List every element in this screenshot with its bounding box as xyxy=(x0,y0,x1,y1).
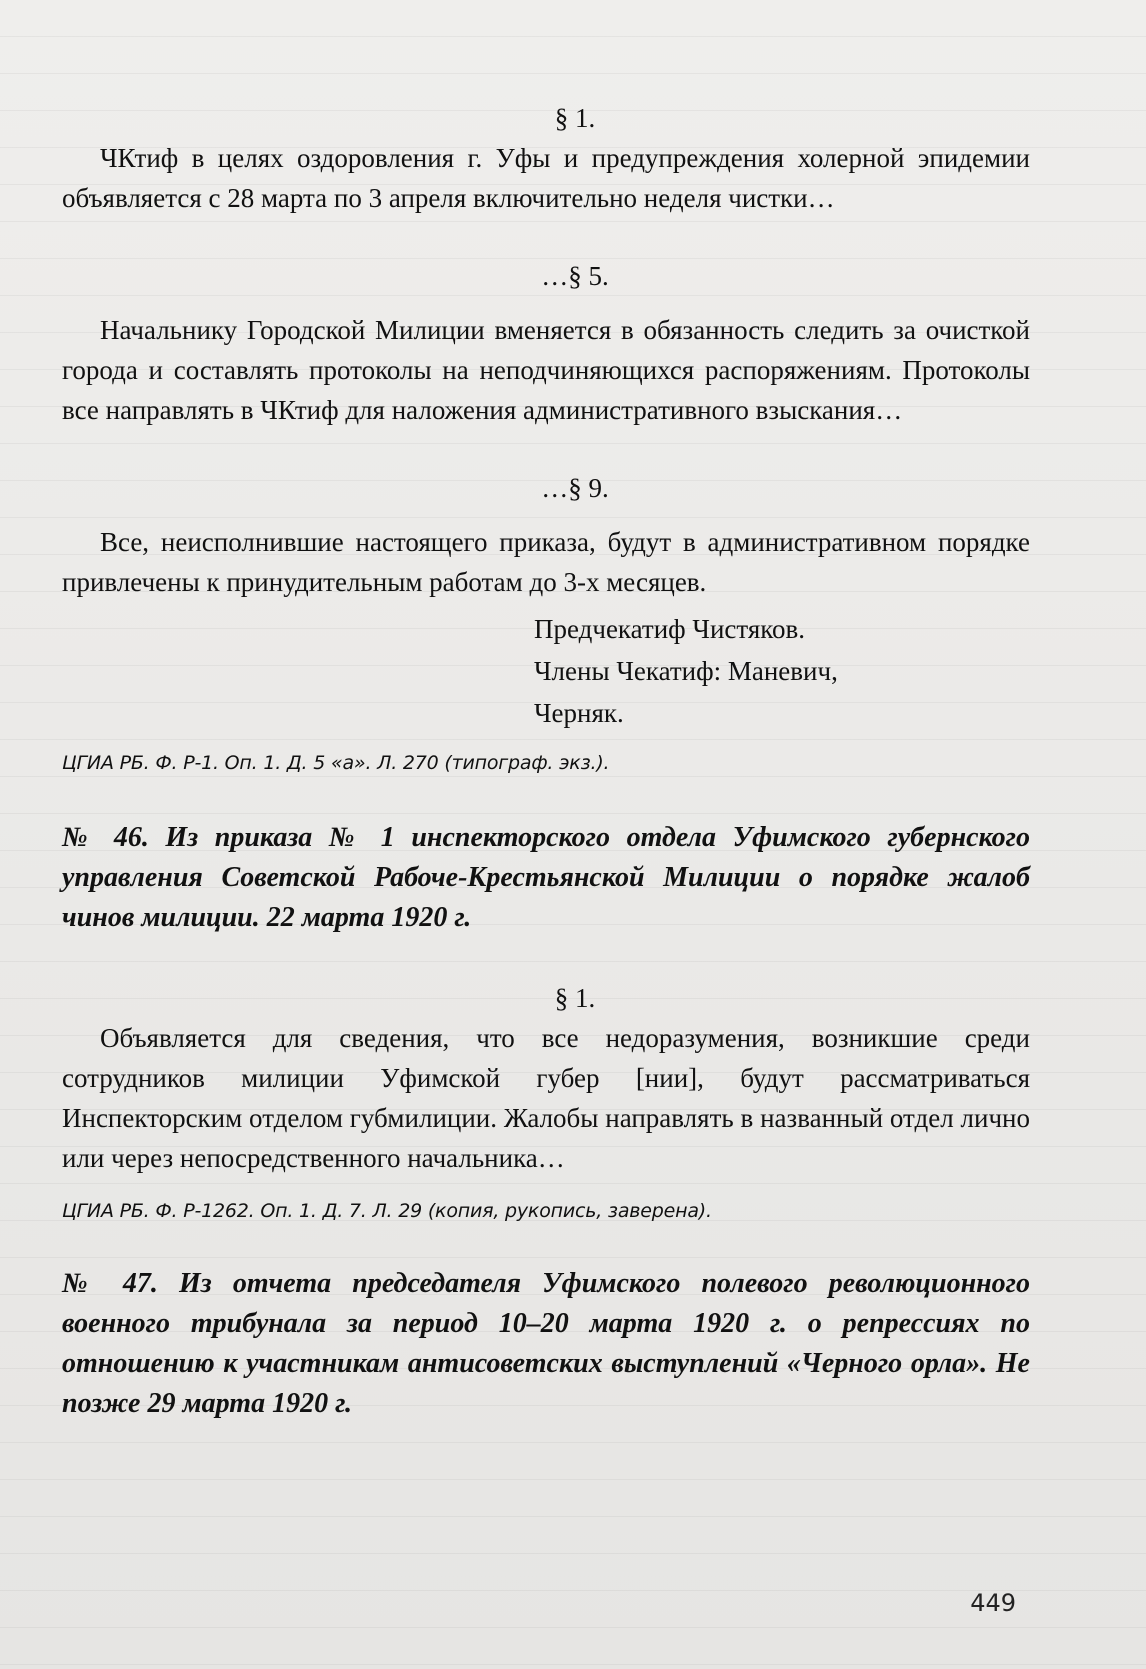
section-5-text: Начальнику Городской Милиции вменяется в обязанность следить за очисткой города и составлять протоколы на неподчиняющихся распоряжениям. Протоколы все направлять в ЧКтиф для наложения административного взыскания… xyxy=(62,315,1030,425)
document-46-text: Объявляется для сведения, что все недоразумения, возникшие среди сотрудников милиции Уфимской губер [нии], будут рассматриваться Инспекторским отделом губмилиции. Жалобы направлять в названный отдел лично или через непосредственного начальника… xyxy=(62,1023,1030,1173)
signature-line: Члены Чекатиф: Маневич, xyxy=(534,656,838,686)
archive-source: ЦГИА РБ. Ф. Р-1. Оп. 1. Д. 5 «а». Л. 270 (типограф. экз.). xyxy=(62,752,610,774)
section-1-text: ЧКтиф в целях оздоровления г. Уфы и предупреждения холерной эпидемии объявляется с 28 марта по 3 апреля включительно неделя чистки… xyxy=(62,143,1030,213)
section-sign: § 1. xyxy=(554,103,596,133)
signature-block xyxy=(534,608,1030,734)
page-content xyxy=(62,98,1030,1424)
section-sign: § 1. xyxy=(554,983,596,1013)
page-number: 449 xyxy=(970,1589,1016,1617)
section-sign: …§ 9. xyxy=(541,473,609,503)
archive-source: ЦГИА РБ. Ф. Р-1262. Оп. 1. Д. 7. Л. 29 (копия, рукопись, заверена). xyxy=(62,1200,712,1222)
document-47-heading: № 47. Из отчета председателя Уфимского полевого революционного военного трибунала за период 10–20 марта 1920 г. о репрессиях по отношению к участникам антисоветских выступлений «Черного орла». Не позже 29 марта 1920 г. xyxy=(62,1268,1030,1419)
signature-line: Предчекатиф Чистяков. xyxy=(534,614,806,644)
section-9-text: Все, неисполнившие настоящего приказа, будут в административном порядке привлечены к принудительным работам до 3-х месяцев. xyxy=(62,527,1030,597)
section-sign: …§ 5. xyxy=(541,261,609,291)
document-46-heading: № 46. Из приказа № 1 инспекторского отдела Уфимского губернского управления Советской Рабоче-Крестьянской Милиции о порядке жалоб чинов милиции. 22 марта 1920 г. xyxy=(62,822,1030,933)
signature-line: Черняк. xyxy=(534,698,624,728)
